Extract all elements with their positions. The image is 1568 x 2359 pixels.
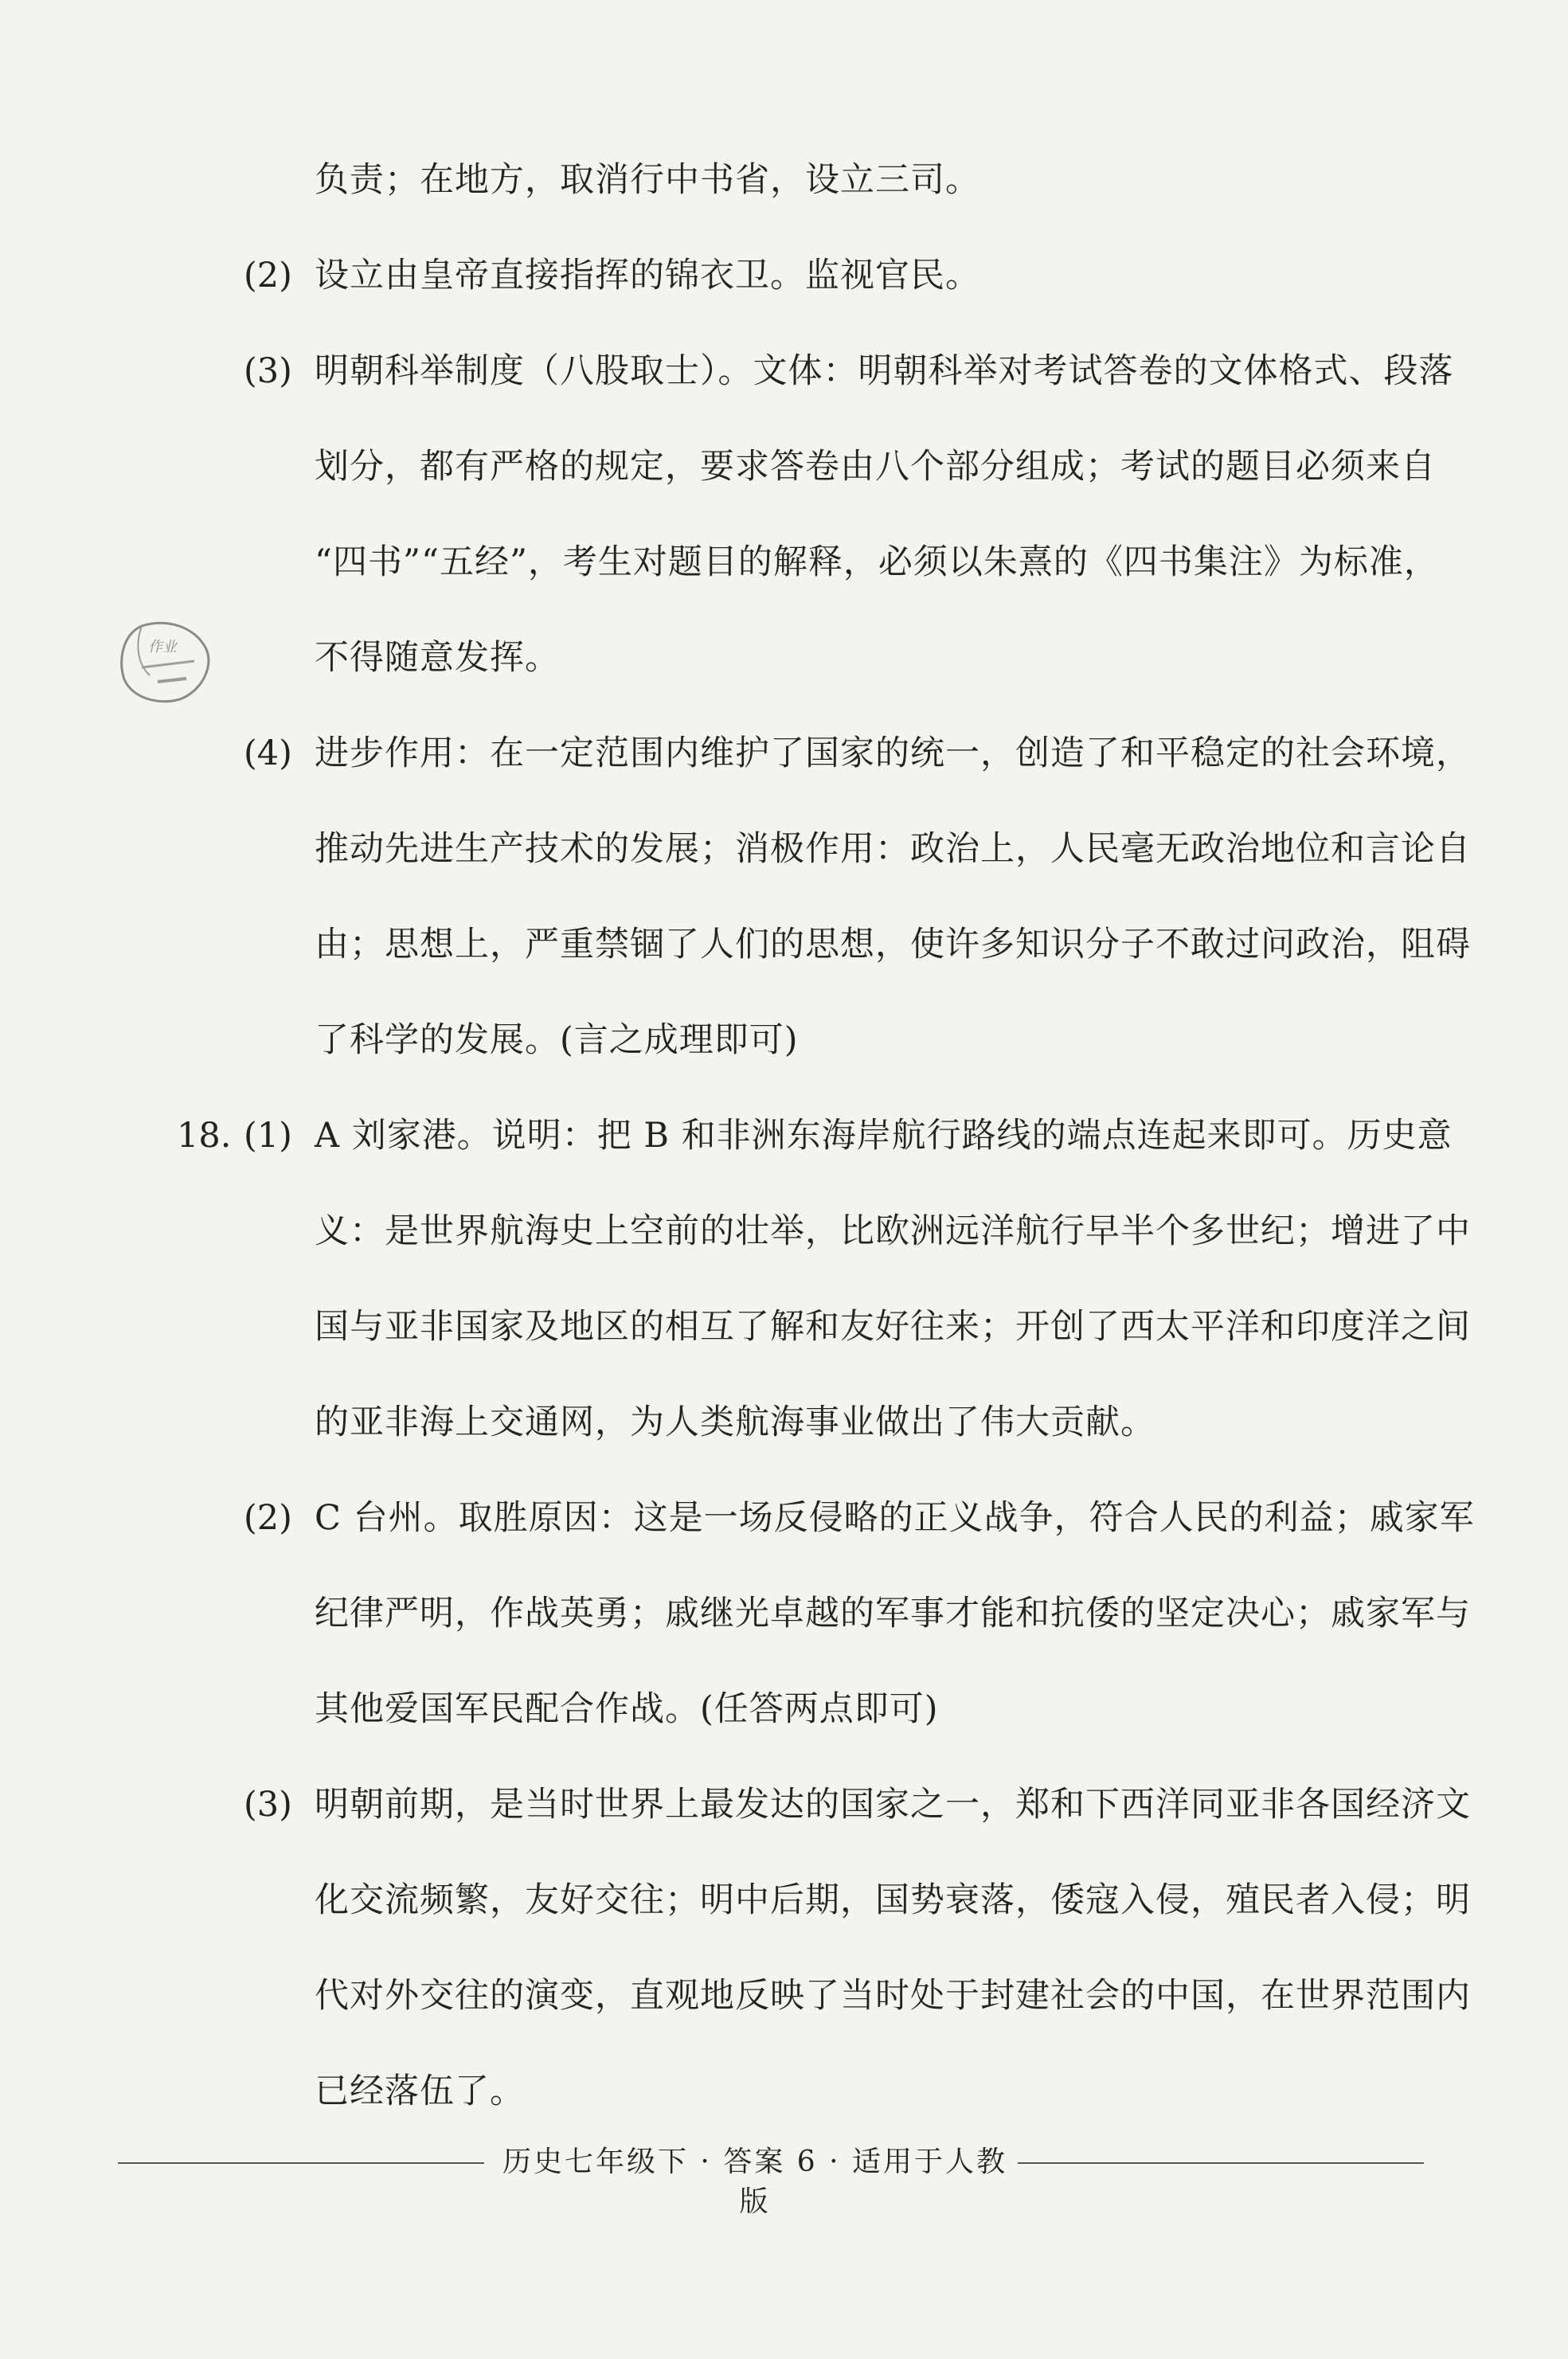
item-3-line: “四书”“五经”，考生对题目的解释，必须以朱熹的《四书集注》为标准， xyxy=(315,542,1439,582)
q18-2-line: 其他爱国军民配合作战。(任答两点即可) xyxy=(315,1689,939,1729)
item-4-tag: (4) xyxy=(244,734,292,773)
q18-3-line: 明朝前期，是当时世界上最发达的国家之一，郑和下西洋同亚非各国经济文 xyxy=(315,1785,1471,1825)
q18-2-line: C 台州。取胜原因：这是一场反侵略的正义战争，符合人民的利益；戚家军 xyxy=(315,1498,1475,1538)
q18-1-line: 国与亚非国家及地区的相互了解和友好往来；开创了西太平洋和印度洋之间 xyxy=(315,1307,1471,1347)
item-2-line: 设立由皇帝直接指挥的锦衣卫。监视官民。 xyxy=(315,256,980,295)
page-footer xyxy=(118,2142,1424,2218)
q18-3-line: 代对外交往的演变，直观地反映了当时处于封建社会的中国，在世界范围内 xyxy=(315,1976,1471,2016)
item-4-line: 了科学的发展。(言之成理即可) xyxy=(315,1020,799,1060)
q18-3-tag: (3) xyxy=(244,1785,292,1825)
q18-3-line: 已经落伍了。 xyxy=(315,2071,525,2111)
footer-text: 历史七年级下 · 答案 6 · 适用于人教版 xyxy=(502,2146,1007,2218)
q18-1-tag: (1) xyxy=(244,1116,292,1156)
svg-text:作业: 作业 xyxy=(148,639,177,655)
q18-2-tag: (2) xyxy=(244,1498,292,1538)
item-2-tag: (2) xyxy=(244,256,292,295)
item-3-line: 不得随意发挥。 xyxy=(315,638,560,678)
q18-1-line: 义：是世界航海史上空前的壮举，比欧洲远洋航行早半个多世纪；增进了中 xyxy=(315,1211,1471,1251)
q18-2-line: 纪律严明，作战英勇；戚继光卓越的军事才能和抗倭的坚定决心；戚家军与 xyxy=(315,1594,1471,1633)
q18-1-line: 的亚非海上交通网，为人类航海事业做出了伟大贡献。 xyxy=(315,1402,1155,1442)
homework-stamp-icon xyxy=(118,620,215,706)
item-3-tag: (3) xyxy=(244,351,292,391)
continuation-line: 负责；在地方，取消行中书省，设立三司。 xyxy=(315,160,980,200)
item-3-line: 明朝科举制度（八股取士）。文体：明朝科举对考试答卷的文体格式、段落 xyxy=(315,351,1454,391)
item-4-line: 进步作用：在一定范围内维护了国家的统一，创造了和平稳定的社会环境， xyxy=(315,734,1471,773)
q18-3-line: 化交流频繁，友好交往；明中后期，国势衰落，倭寇入侵，殖民者入侵；明 xyxy=(315,1880,1471,1920)
item-4-line: 由；思想上，严重禁锢了人们的思想，使许多知识分子不敢过问政治，阻碍 xyxy=(315,925,1471,964)
item-4-line: 推动先进生产技术的发展；消极作用：政治上，人民毫无政治地位和言论自 xyxy=(315,829,1471,869)
question-18-number: 18. xyxy=(177,1116,232,1156)
q18-1-line: A 刘家港。说明：把 B 和非洲东海岸航行路线的端点连起来即可。历史意 xyxy=(315,1116,1453,1156)
footer-rule-right xyxy=(1018,2162,1424,2164)
footer-rule-left xyxy=(118,2162,484,2164)
item-3-line: 划分，都有严格的规定，要求答卷由八个部分组成；考试的题目必须来自 xyxy=(315,447,1436,487)
